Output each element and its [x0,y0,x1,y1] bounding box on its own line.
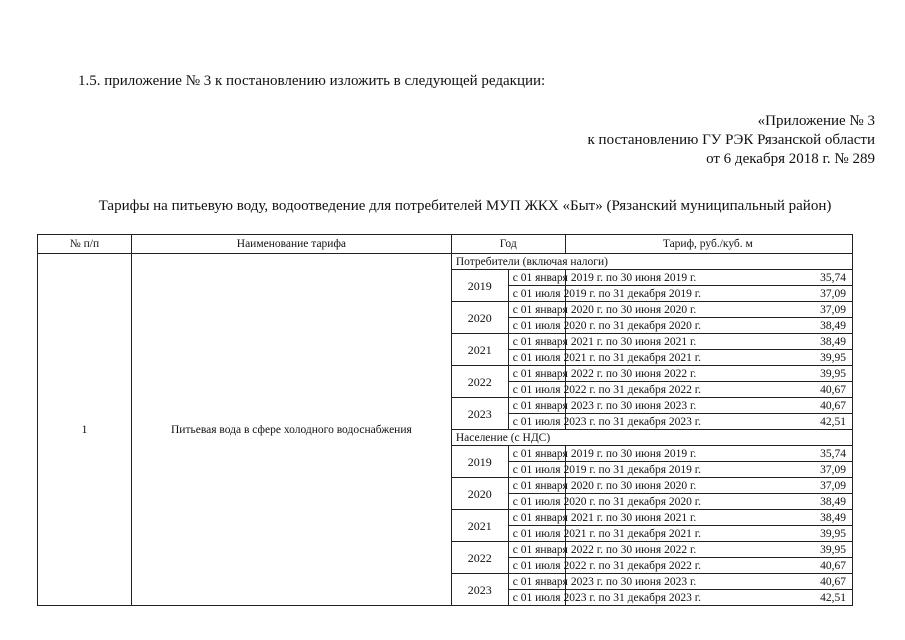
period-cell: с 01 января 2019 г. по 30 июня 2019 г. [508,270,565,286]
consumer-group-label: Потребители (включая налоги) [451,254,852,270]
rate-cell: 40,67 [565,382,852,398]
year-cell: 2022 [451,542,508,574]
rate-cell: 39,95 [565,366,852,382]
intro-paragraph: 1.5. приложение № 3 к постановлению изложить в следующей редакции: [78,73,546,89]
rate-cell: 42,51 [565,414,852,430]
header-rate: Тариф, руб./куб. м [565,235,852,254]
rate-cell: 39,95 [565,542,852,558]
period-cell: с 01 июля 2022 г. по 31 декабря 2022 г. [508,558,565,574]
rate-cell: 40,67 [565,398,852,414]
year-cell: 2019 [451,270,508,302]
period-cell: с 01 января 2023 г. по 30 июня 2023 г. [508,574,565,590]
rate-cell: 42,51 [565,590,852,606]
period-cell: с 01 июля 2019 г. по 31 декабря 2019 г. [508,286,565,302]
year-cell: 2021 [451,510,508,542]
rate-cell: 37,09 [565,462,852,478]
tariff-table [37,234,853,606]
consumer-group-label: Население (с НДС) [451,430,852,446]
period-cell: с 01 января 2020 г. по 30 июня 2020 г. [508,302,565,318]
period-cell: с 01 января 2023 г. по 30 июня 2023 г. [508,398,565,414]
year-cell: 2023 [451,398,508,430]
header-year: Год [451,235,565,254]
rate-cell: 40,67 [565,574,852,590]
header-number: № п/п [38,235,132,254]
period-cell: с 01 июля 2021 г. по 31 декабря 2021 г. [508,350,565,366]
year-cell: 2022 [451,366,508,398]
row-number: 1 [38,254,132,606]
rate-cell: 37,09 [565,478,852,494]
tariff-name: Питьевая вода в сфере холодного водоснабжения [131,254,451,606]
rate-cell: 39,95 [565,526,852,542]
rate-cell: 38,49 [565,334,852,350]
rate-cell: 35,74 [565,446,852,462]
year-cell: 2023 [451,574,508,606]
year-cell: 2019 [451,446,508,478]
rate-cell: 38,49 [565,318,852,334]
year-cell: 2021 [451,334,508,366]
rate-cell: 40,67 [565,558,852,574]
year-cell: 2020 [451,478,508,510]
rate-cell: 37,09 [565,302,852,318]
period-cell: с 01 июля 2021 г. по 31 декабря 2021 г. [508,526,565,542]
period-cell: с 01 июля 2020 г. по 31 декабря 2020 г. [508,318,565,334]
appendix-line-1: «Приложение № 3 [757,113,875,129]
period-cell: с 01 июля 2023 г. по 31 декабря 2023 г. [508,414,565,430]
table-body [38,254,853,606]
period-cell: с 01 января 2021 г. по 30 июня 2021 г. [508,334,565,350]
period-cell: с 01 января 2021 г. по 30 июня 2021 г. [508,510,565,526]
rate-cell: 38,49 [565,494,852,510]
table-title: Тарифы на питьевую воду, водоотведение для потребителей МУП ЖКХ «Быт» (Рязанский муниципальный район) [98,198,832,214]
appendix-line-3: от 6 декабря 2018 г. № 289 [706,151,875,167]
table-header-row [38,235,853,254]
appendix-line-2: к постановлению ГУ РЭК Рязанской области [587,132,875,148]
table-group-row [38,254,853,270]
year-cell: 2020 [451,302,508,334]
rate-cell: 35,74 [565,270,852,286]
rate-cell: 39,95 [565,350,852,366]
header-tariff-name: Наименование тарифа [131,235,451,254]
period-cell: с 01 июля 2020 г. по 31 декабря 2020 г. [508,494,565,510]
period-cell: с 01 июля 2022 г. по 31 декабря 2022 г. [508,382,565,398]
period-cell: с 01 января 2022 г. по 30 июня 2022 г. [508,366,565,382]
period-cell: с 01 июля 2023 г. по 31 декабря 2023 г. [508,590,565,606]
rate-cell: 38,49 [565,510,852,526]
period-cell: с 01 января 2020 г. по 30 июня 2020 г. [508,478,565,494]
period-cell: с 01 января 2019 г. по 30 июня 2019 г. [508,446,565,462]
rate-cell: 37,09 [565,286,852,302]
period-cell: с 01 июля 2019 г. по 31 декабря 2019 г. [508,462,565,478]
period-cell: с 01 января 2022 г. по 30 июня 2022 г. [508,542,565,558]
appendix-reference [588,112,875,169]
